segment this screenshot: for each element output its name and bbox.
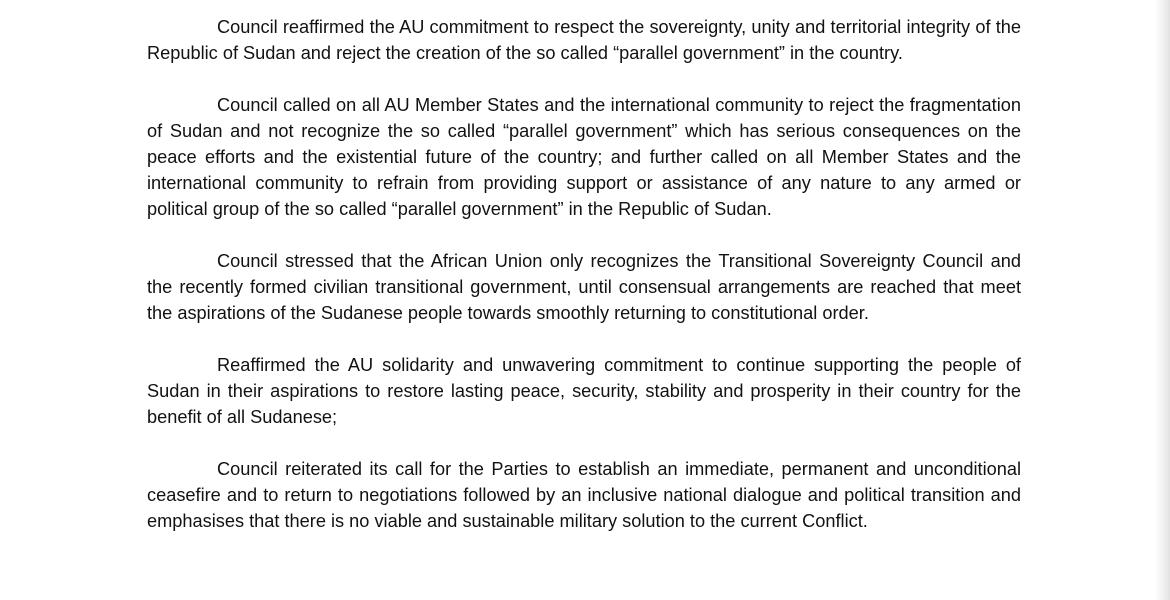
paragraph-sovereignty: Council reaffirmed the AU commitment to respect the sovereignty, unity and territorial integrity of the Republic of Sudan and reject the creation of the so called “parallel government” in the country.: [147, 17, 1021, 63]
document-body: [147, 14, 1021, 534]
paragraph-solidarity: Reaffirmed the AU solidarity and unwavering commitment to continue supporting the people of Sudan in their aspirations to restore lasting peace, security, stability and prosperity in their country for the benefit of all Sudanese;: [147, 355, 1021, 427]
paragraph-recognition: Council stressed that the African Union only recognizes the Transitional Sovereignty Council and the recently formed civilian transitional government, until consensual arrangements are reached that meet the aspirations of the Sudanese people towards smoothly returning to constitutional order.: [147, 251, 1021, 323]
paragraph-ceasefire: Council reiterated its call for the Parties to establish an immediate, permanent and unconditional ceasefire and to return to negotiations followed by an inclusive national dialogue and political transition and emphasises that there is no viable and sustainable military solution to the current Conflict.: [147, 459, 1021, 531]
paragraph-reject-fragmentation: Council called on all AU Member States and the international community to reject the fragmentation of Sudan and not recognize the so called “parallel government” which has serious consequences on the peace efforts and the existential future of the country; and further called on all Member States and the international community to refrain from providing support or assistance of any nature to any armed or political group of the so called “parallel government” in the Republic of Sudan.: [147, 95, 1021, 219]
